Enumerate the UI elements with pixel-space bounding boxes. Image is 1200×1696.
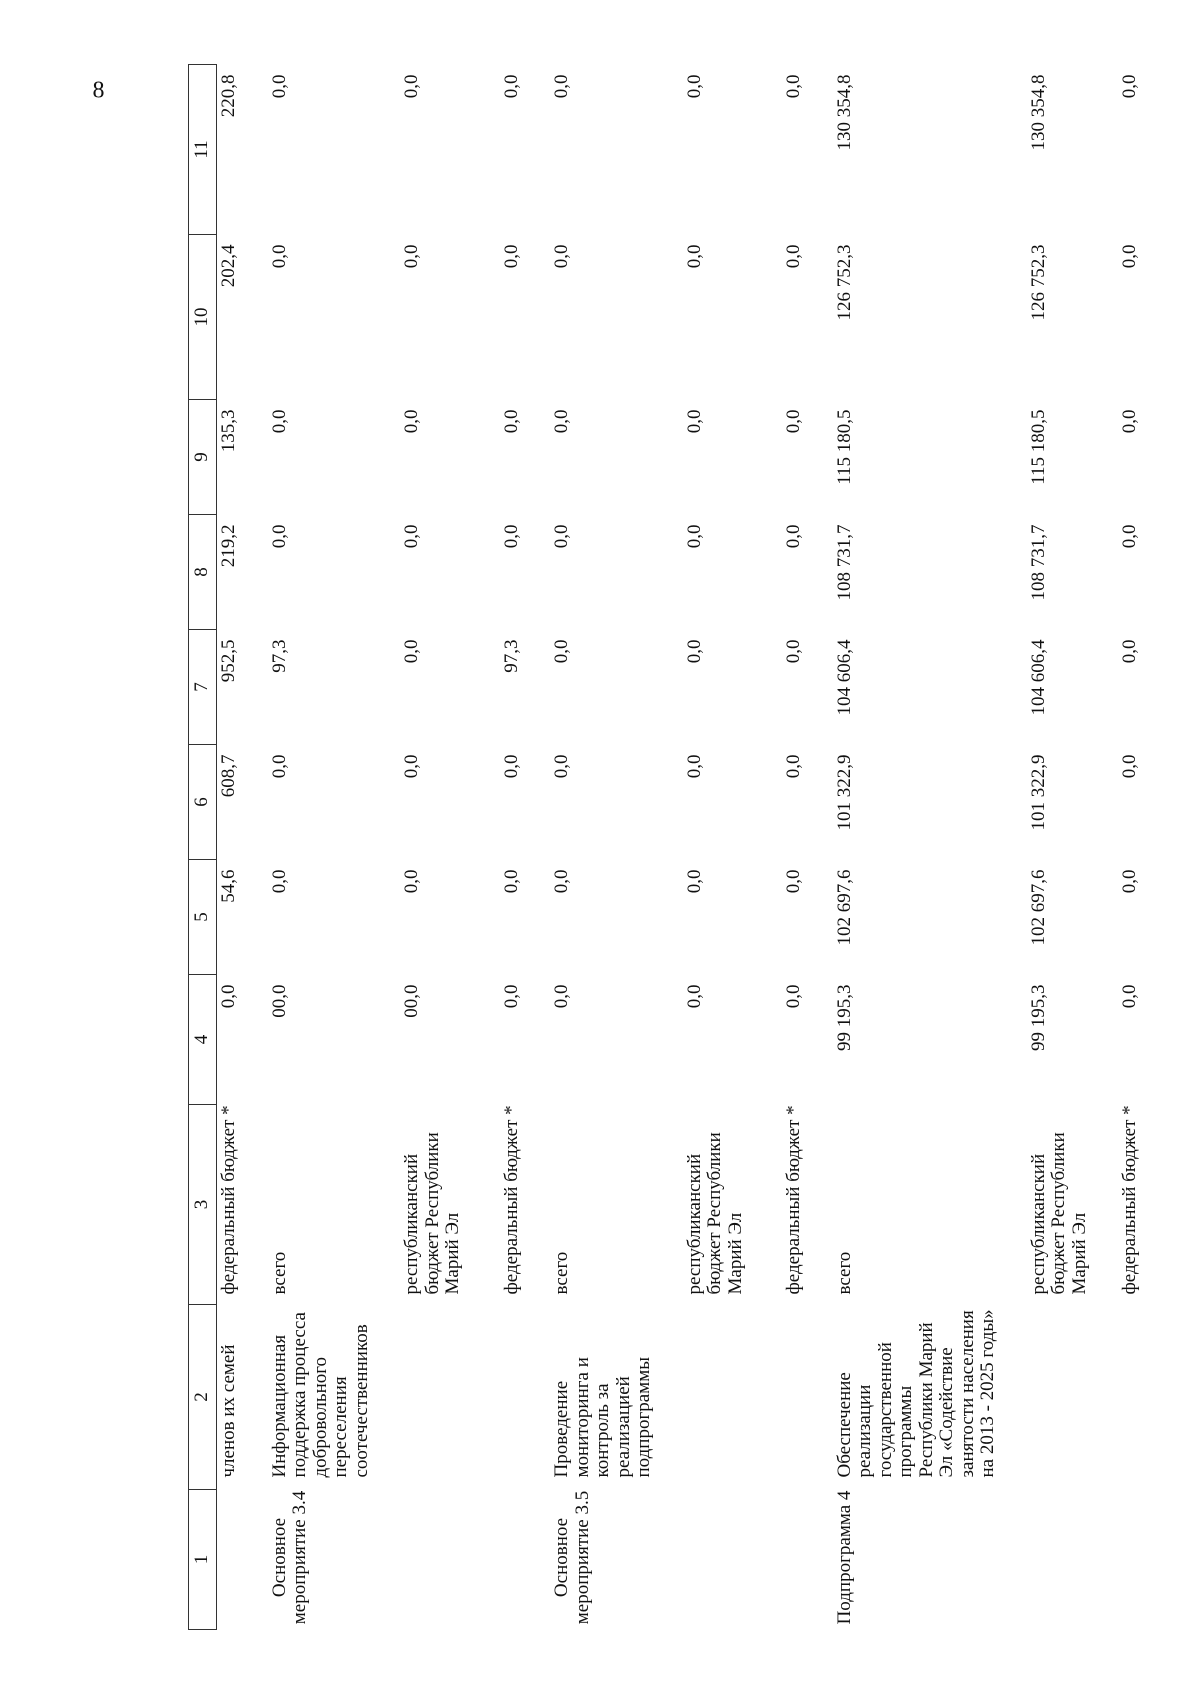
amount-cell: 0,0 <box>783 754 805 779</box>
program-code-cell <box>400 1490 464 1630</box>
amount-cell: 0,0 <box>500 524 522 549</box>
amount-cell: 99 195,3 <box>833 984 855 1051</box>
program-name-cell: Информационная поддержка процесса добровольного переселения соотечественников <box>268 1312 372 1478</box>
row-spacer <box>999 65 1027 1630</box>
row-spacer <box>746 65 782 1630</box>
amount-cell: 99 195,3 <box>1027 984 1049 1051</box>
funding-source-cell: республиканский бюджет Республики Марий Эл <box>683 1132 746 1295</box>
amount-cell: 0,0 <box>500 754 522 779</box>
row-spacer <box>522 65 550 1630</box>
amount-cell: 0,0 <box>551 244 573 269</box>
program-name-cell: Проведение мониторинга и контроль за реализацией подпрограммы <box>551 1357 655 1478</box>
program-name-cell: членов их семей <box>218 1344 239 1478</box>
row-spacer <box>1090 65 1118 1630</box>
header-cell: 9 <box>189 400 217 515</box>
spacer-cell <box>655 65 683 1630</box>
program-code-cell <box>683 1490 747 1630</box>
amount-cell: 102 697,6 <box>1027 869 1049 946</box>
amount-cell: 202,4 <box>218 244 239 288</box>
budget-table <box>188 64 1141 1630</box>
row-spacer <box>240 65 268 1630</box>
table-row <box>833 65 999 1630</box>
program-code-cell <box>1027 1490 1091 1630</box>
amount-cell: 102 697,6 <box>833 869 855 946</box>
funding-source-cell: всего <box>268 1251 290 1295</box>
amount-cell: 0,0 <box>783 244 805 269</box>
header-cell: 10 <box>189 235 217 400</box>
amount-cell: 115 180,5 <box>1027 409 1049 485</box>
amount-cell: 0,0 <box>783 869 805 894</box>
amount-cell: 0,0 <box>1119 74 1141 99</box>
program-code-cell <box>217 1490 240 1630</box>
funding-source-cell: федеральный бюджет * <box>500 1105 522 1295</box>
amount-cell: 219,2 <box>218 524 239 568</box>
amount-cell: 0,0 <box>218 984 239 1009</box>
amount-cell: 0,0 <box>783 984 805 1009</box>
header-cell: 2 <box>189 1305 217 1490</box>
funding-source-cell: республиканский бюджет Республики Марий Эл <box>1027 1132 1090 1295</box>
header-cell: 6 <box>189 745 217 860</box>
table-row <box>782 65 805 1630</box>
header-cell: 11 <box>189 65 217 235</box>
spacer-cell <box>240 65 268 1630</box>
header-cell: 3 <box>189 1105 217 1305</box>
table-row <box>550 65 655 1630</box>
spacer-cell <box>999 65 1027 1630</box>
program-code-cell: Основное мероприятие 3.5 <box>551 1490 593 1625</box>
amount-cell: 0,0 <box>500 74 522 99</box>
amount-cell: 0,0 <box>1119 639 1141 664</box>
amount-cell: 104 606,4 <box>833 639 855 716</box>
header-cell: 8 <box>189 515 217 630</box>
amount-cell: 101 322,9 <box>833 754 855 831</box>
amount-cell: 0,0 <box>783 409 805 434</box>
amount-cell: 220,8 <box>218 74 239 118</box>
amount-cell: 0,0 <box>500 869 522 894</box>
table-body <box>217 65 1141 1630</box>
amount-cell: 108 731,7 <box>833 524 855 601</box>
header-cell: 1 <box>189 1490 217 1630</box>
funding-source-cell: федеральный бюджет * <box>1119 1105 1141 1295</box>
amount-cell: 0,0 <box>683 524 705 549</box>
page-number: 8 <box>92 77 105 104</box>
amount-cell: 0,0 <box>1119 409 1141 434</box>
table-row <box>1027 65 1091 1630</box>
amount-cell: 126 752,3 <box>1027 244 1049 321</box>
amount-cell: 108 731,7 <box>1027 524 1049 601</box>
amount-cell: 0,0 <box>683 754 705 779</box>
funding-source-cell: республиканский бюджет Республики Марий Эл <box>401 1132 464 1295</box>
program-code-cell <box>782 1490 805 1630</box>
amount-cell: 0,0 <box>551 639 573 664</box>
amount-cell: 0,0 <box>268 244 290 269</box>
row-spacer <box>464 65 500 1630</box>
amount-cell: 0,0 <box>1119 754 1141 779</box>
amount-cell: 130 354,8 <box>1027 74 1049 151</box>
header-row <box>189 65 217 1630</box>
amount-cell: 0,0 <box>551 984 573 1009</box>
amount-cell: 0,0 <box>551 754 573 779</box>
row-spacer <box>805 65 833 1630</box>
table-row <box>1118 65 1141 1630</box>
program-name-cell <box>683 1305 747 1490</box>
amount-cell: 130 354,8 <box>833 74 855 151</box>
program-name-cell <box>782 1305 805 1490</box>
amount-cell: 104 606,4 <box>1027 639 1049 716</box>
row-spacer <box>655 65 683 1630</box>
amount-cell: 0,0 <box>401 754 423 779</box>
amount-cell: 00,0 <box>401 984 423 1018</box>
funding-source-cell: всего <box>551 1251 573 1295</box>
amount-cell: 0,0 <box>683 984 705 1009</box>
amount-cell: 0,0 <box>1119 984 1141 1009</box>
amount-cell: 0,0 <box>551 869 573 894</box>
amount-cell: 0,0 <box>551 74 573 99</box>
amount-cell: 0,0 <box>683 244 705 269</box>
program-code-cell: Подпрограмма 4 <box>833 1490 855 1625</box>
amount-cell: 0,0 <box>1119 244 1141 269</box>
header-cell: 7 <box>189 630 217 745</box>
amount-cell: 0,0 <box>401 74 423 99</box>
amount-cell: 0,0 <box>268 524 290 549</box>
table-row <box>217 65 240 1630</box>
amount-cell: 54,6 <box>218 869 239 903</box>
amount-cell: 135,3 <box>218 409 239 453</box>
funding-source-cell: федеральный бюджет * <box>218 1105 239 1295</box>
table-row <box>500 65 523 1630</box>
amount-cell: 0,0 <box>401 869 423 894</box>
amount-cell: 126 752,3 <box>833 244 855 321</box>
amount-cell: 0,0 <box>500 984 522 1009</box>
amount-cell: 0,0 <box>1119 869 1141 894</box>
amount-cell: 608,7 <box>218 754 239 798</box>
amount-cell: 0,0 <box>683 409 705 434</box>
funding-source-cell: всего <box>833 1251 855 1295</box>
spacer-cell <box>805 65 833 1630</box>
table-row <box>683 65 747 1630</box>
program-code-cell: Основное мероприятие 3.4 <box>268 1490 311 1625</box>
program-name-cell <box>500 1305 523 1490</box>
spacer-cell <box>372 65 400 1630</box>
amount-cell: 0,0 <box>401 524 423 549</box>
amount-cell: 0,0 <box>683 869 705 894</box>
table-row <box>400 65 464 1630</box>
amount-cell: 0,0 <box>783 524 805 549</box>
amount-cell: 0,0 <box>268 869 290 894</box>
amount-cell: 0,0 <box>683 639 705 664</box>
amount-cell: 0,0 <box>683 74 705 99</box>
amount-cell: 0,0 <box>401 409 423 434</box>
amount-cell: 115 180,5 <box>833 409 855 485</box>
amount-cell: 101 322,9 <box>1027 754 1049 831</box>
program-name-cell <box>400 1305 464 1490</box>
amount-cell: 0,0 <box>551 409 573 434</box>
amount-cell: 97,3 <box>268 639 290 673</box>
program-name-cell <box>1118 1305 1141 1490</box>
table-row <box>268 65 373 1630</box>
spacer-cell <box>522 65 550 1630</box>
amount-cell: 0,0 <box>783 639 805 664</box>
spacer-cell <box>464 65 500 1630</box>
amount-cell: 0,0 <box>268 409 290 434</box>
amount-cell: 0,0 <box>268 754 290 779</box>
program-name-cell <box>1027 1305 1091 1490</box>
program-code-cell <box>500 1490 523 1630</box>
amount-cell: 0,0 <box>783 74 805 99</box>
spacer-cell <box>746 65 782 1630</box>
amount-cell: 0,0 <box>401 244 423 269</box>
amount-cell: 0,0 <box>500 244 522 269</box>
amount-cell: 97,3 <box>500 639 522 673</box>
spacer-cell <box>1090 65 1118 1630</box>
program-code-cell <box>1118 1490 1141 1630</box>
amount-cell: 0,0 <box>401 639 423 664</box>
header-cell: 5 <box>189 860 217 975</box>
funding-source-cell: федеральный бюджет * <box>783 1105 805 1295</box>
header-cell: 4 <box>189 975 217 1105</box>
amount-cell: 00,0 <box>268 984 290 1018</box>
amount-cell: 0,0 <box>551 524 573 549</box>
program-name-cell: Обеспечение реализации государственной программы Республики Марий Эл «Содействие занятости населения на 2013 - 2025 годы» <box>833 1309 999 1478</box>
amount-cell: 0,0 <box>268 74 290 99</box>
amount-cell: 0,0 <box>1119 524 1141 549</box>
amount-cell: 0,0 <box>500 409 522 434</box>
amount-cell: 952,5 <box>218 639 239 683</box>
row-spacer <box>372 65 400 1630</box>
